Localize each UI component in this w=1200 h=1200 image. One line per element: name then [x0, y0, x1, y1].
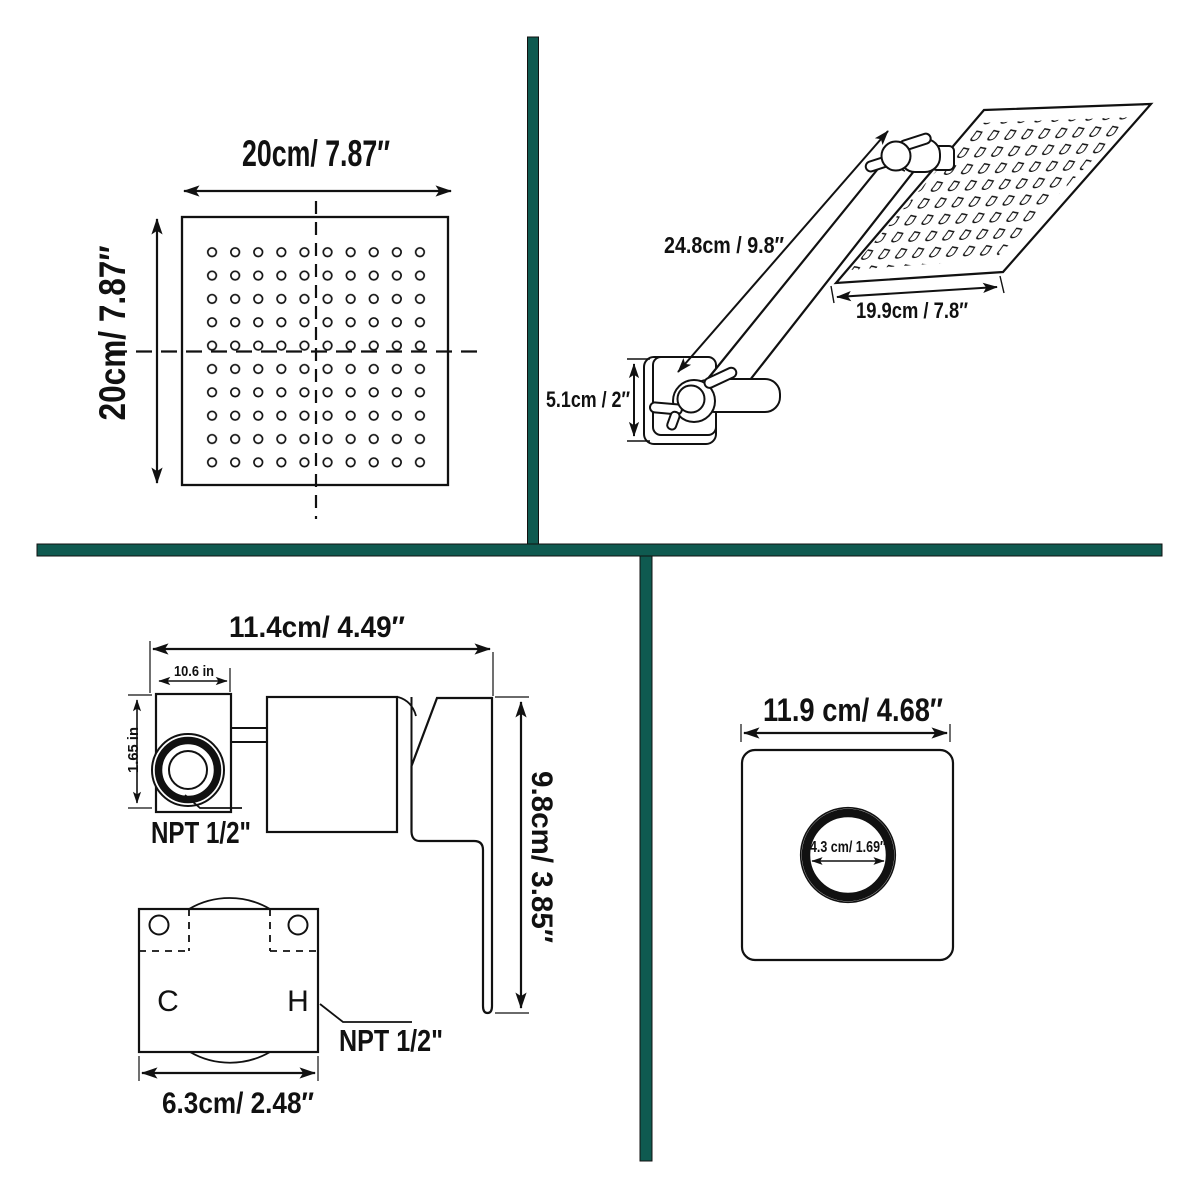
outlet-thread-leader — [320, 1004, 412, 1022]
valve-base-arc-top — [189, 898, 270, 909]
valve-handle — [412, 698, 493, 1013]
overall-width-label: 11.4cm/ 4.49″ — [229, 611, 405, 644]
arm-length-label: 24.8cm / 9.8″ — [664, 232, 784, 258]
trim-plate-view — [741, 692, 953, 960]
outlet-thread-label: NPT 1/2" — [339, 1023, 443, 1058]
body-height-label: 9.8cm/ 3.85″ — [525, 771, 558, 946]
head-width-dimension-arrow — [837, 287, 997, 297]
inlet-port-bore — [169, 751, 207, 789]
head-width-ext-tick-right — [1000, 276, 1004, 293]
valve-collar-arc — [398, 697, 416, 716]
plate-width-label: 11.9 cm/ 4.68″ — [763, 692, 943, 728]
head-height-label: 20cm/ 7.87″ — [92, 215, 133, 421]
mixer-valve-views — [125, 611, 558, 1120]
head-width-label: 20cm/ 7.87″ — [242, 133, 391, 174]
divider-top-vertical — [528, 37, 539, 545]
base-width-label: 6.3cm/ 2.48″ — [162, 1087, 314, 1120]
inlet-thread-label: NPT 1/2" — [151, 815, 251, 850]
divider-horizontal — [37, 544, 1162, 556]
head-width-label: 19.9cm / 7.8″ — [856, 298, 969, 323]
mount-height-label: 5.1cm / 2″ — [546, 387, 631, 412]
head-ball-joint — [882, 142, 911, 171]
screw-hole-left — [150, 916, 169, 935]
showerhead-top-view — [92, 133, 481, 519]
screw-hole-right — [289, 916, 308, 935]
valve-body — [267, 697, 397, 832]
inlet-height-label: 1.65 in — [125, 726, 142, 773]
valve-base-arc-bottom — [190, 1052, 270, 1063]
hot-port-label: H — [287, 985, 309, 1018]
head-width-ext-tick-left — [831, 286, 834, 303]
inlet-width-label: 10.6 in — [174, 663, 214, 680]
divider-bottom-vertical — [640, 556, 652, 1161]
hole-diameter-label: 4.3 cm/ 1.69″ — [810, 839, 887, 856]
shower-arm-view — [546, 104, 1151, 444]
head-swivel-fitting — [864, 132, 940, 172]
mount-ball-joint — [678, 386, 705, 413]
cold-port-label: C — [157, 985, 179, 1018]
